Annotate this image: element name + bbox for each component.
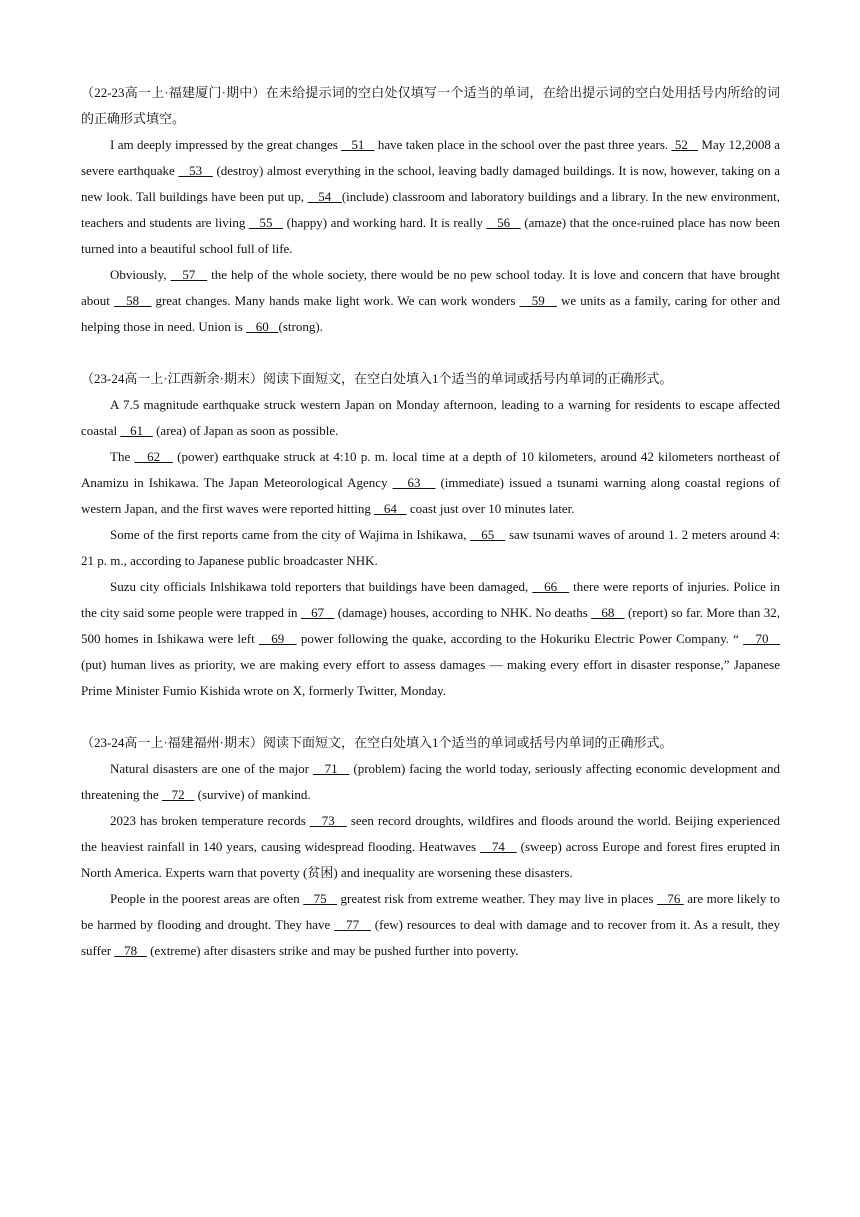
passage-text: coast just over 10 minutes later. — [406, 501, 575, 516]
answer-blank[interactable]: 76 — [656, 891, 684, 906]
passage-text: (immediate) issued a tsunami warning along coastal regions of western Japan, and the first waves were reported hitting — [81, 475, 780, 516]
passage-paragraph — [81, 392, 780, 444]
answer-blank[interactable]: 73 — [309, 813, 347, 828]
passage-text: May 12,2008 a severe earthquake — [81, 137, 780, 178]
passage-paragraph — [81, 522, 780, 574]
section-instructions: （23-24高一上·江西新余·期末）阅读下面短文，在空白处填入1个适当的单词或括号内单词的正确形式。 — [81, 371, 673, 386]
answer-blank[interactable]: 74 — [480, 839, 517, 854]
answer-blank[interactable]: 72 — [161, 787, 195, 802]
passage-text: the help of the whole society, there would be no pew school today. It is love and concern that have brought about — [81, 267, 781, 308]
answer-blank[interactable]: 54 — [307, 189, 342, 204]
answer-blank[interactable]: 59 — [519, 293, 557, 308]
passage-text: seen record droughts, wildfires and floods around the world. Beijing experienced the heaviest rainfall in 140 years, causing widespread flooding. Heatwaves — [81, 813, 781, 854]
answer-blank[interactable]: 51 — [341, 137, 375, 152]
passage-text: (area) of Japan as soon as possible. — [152, 423, 339, 438]
passage-paragraph — [81, 574, 780, 704]
answer-blank[interactable]: 75 — [303, 891, 338, 906]
passage-text: saw tsunami waves of around 1. 2 meters around 4: 21 p. m., according to Japanese public broadcaster NHK. — [81, 527, 781, 568]
answer-blank[interactable]: 77 — [334, 917, 371, 932]
answer-blank[interactable]: 63 — [392, 475, 436, 490]
passage-text: The — [110, 449, 135, 464]
passage-text: there were reports of injuries. Police in the city said some people were trapped in — [81, 579, 780, 620]
passage-text: Some of the first reports came from the city of Wajima in Ishikawa, — [110, 527, 471, 542]
document-page — [81, 80, 780, 964]
passage-text: Natural disasters are one of the major — [110, 761, 313, 776]
passage-text: (include) classroom and laboratory buildings and a library. In the new environment, teachers and students are living — [81, 189, 781, 230]
passage-text: (happy) and working hard. It is really — [283, 215, 487, 230]
passage-text: (survive) of mankind. — [194, 787, 311, 802]
passage-paragraph — [81, 132, 780, 262]
answer-blank[interactable]: 53 — [178, 163, 213, 178]
answer-blank[interactable]: 70 — [743, 631, 781, 646]
passage-text: (put) human lives as priority, we are making every effort to assess damages — making every effort in disaster response,” Japanese Prime Minister Fumio Kishida wrote on X, formerly Twitter, Monday. — [81, 657, 780, 698]
passage-text: (sweep) across Europe and forest fires erupted in North America. Experts warn that poverty (贫困) and inequality are worsening these disasters. — [81, 839, 781, 880]
passage-text: (report) so far. More than 32, 500 homes in Ishikawa were left — [81, 605, 780, 646]
answer-blank[interactable]: 78 — [114, 943, 147, 958]
passage-text: (amaze) that the once-ruined place has now been turned into a beautiful school full of life. — [81, 215, 781, 256]
answer-blank[interactable]: 60 — [246, 319, 279, 334]
passage-text: (strong). — [278, 319, 323, 334]
passage-text: Suzu city officials Inlshikawa told reporters that buildings have been damaged, — [110, 579, 533, 594]
section-instructions: （22-23高一上·福建厦门·期中）在未给提示词的空白处仅填写一个适当的单词，在给出提示词的空白处用括号内所给的词的正确形式填空。 — [81, 85, 780, 126]
passage-text: I am deeply impressed by the great changes — [110, 137, 342, 152]
answer-blank[interactable]: 71 — [312, 761, 350, 776]
answer-blank[interactable]: 52 — [671, 137, 699, 152]
passage-text: (power) earthquake struck at 4:10 p. m. local time at a depth of 10 kilometers, around 42 kilometers northeast of Anamizu in Ishikawa. The Japan Meteorological Agency — [81, 449, 781, 490]
passage-paragraph — [81, 444, 780, 522]
passage-text: People in the poorest areas are often — [110, 891, 304, 906]
passage-paragraph — [81, 886, 780, 964]
answer-blank[interactable]: 66 — [532, 579, 570, 594]
passage-text: (problem) facing the world today, seriously affecting economic development and threatening the — [81, 761, 780, 802]
passage-paragraph — [81, 808, 780, 886]
passage-text: Obviously, — [110, 267, 171, 282]
passage-text: power following the quake, according to the Hokuriku Electric Power Company. “ — [296, 631, 744, 646]
answer-blank[interactable]: 55 — [248, 215, 284, 230]
answer-blank[interactable]: 65 — [470, 527, 506, 542]
answer-blank[interactable]: 68 — [591, 605, 625, 620]
answer-blank[interactable]: 67 — [300, 605, 335, 620]
section-instructions: （23-24高一上·福建福州·期末）阅读下面短文，在空白处填入1个适当的单词或括号内单词的正确形式。 — [81, 735, 673, 750]
passage-text: (damage) houses, according to NHK. No deaths — [334, 605, 592, 620]
answer-blank[interactable]: 56 — [486, 215, 521, 230]
passage-text: we units as a family, caring for other and helping those in need. Union is — [81, 293, 781, 334]
exercise-section — [81, 366, 780, 704]
passage-paragraph — [81, 262, 780, 340]
passage-text: 2023 has broken temperature records — [110, 813, 310, 828]
passage-text: are more likely to be harmed by flooding and drought. They have — [81, 891, 780, 932]
answer-blank[interactable]: 64 — [374, 501, 407, 516]
answer-blank[interactable]: 61 — [120, 423, 153, 438]
passage-text: great changes. Many hands make light work. We can work wonders — [151, 293, 520, 308]
passage-text: have taken place in the school over the past three years. — [374, 137, 672, 152]
passage-text: (extreme) after disasters strike and may be pushed further into poverty. — [146, 943, 519, 958]
answer-blank[interactable]: 57 — [170, 267, 208, 282]
passage-text: greatest risk from extreme weather. They may live in places — [337, 891, 657, 906]
passage-text: (few) resources to deal with damage and to recover from it. As a result, they suffer — [81, 917, 781, 958]
passage-paragraph — [81, 756, 780, 808]
exercise-section — [81, 730, 780, 964]
passage-text: A 7.5 magnitude earthquake struck western Japan on Monday afternoon, leading to a warning for residents to escape affected coastal — [81, 397, 780, 438]
answer-blank[interactable]: 62 — [134, 449, 173, 464]
answer-blank[interactable]: 69 — [258, 631, 297, 646]
exercise-section — [81, 80, 780, 340]
passage-text: (destroy) almost everything in the school, leaving badly damaged buildings. It is now, however, taking on a new look. Tall buildings have been put up, — [81, 163, 780, 204]
answer-blank[interactable]: 58 — [113, 293, 152, 308]
